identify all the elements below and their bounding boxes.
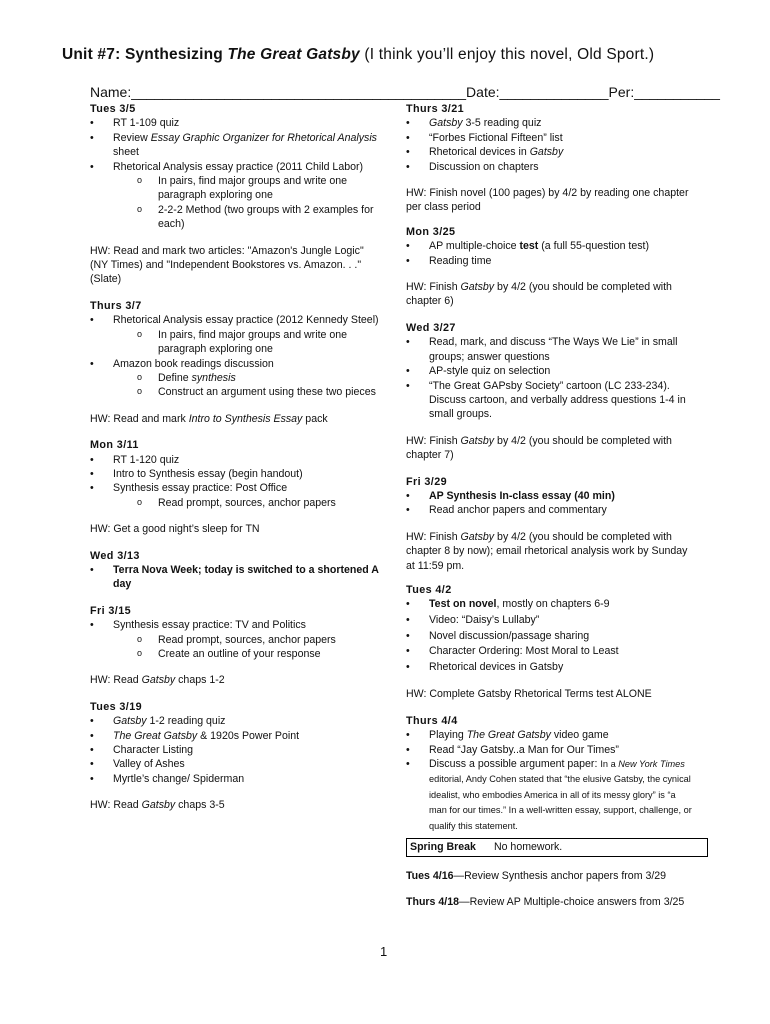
- period-field[interactable]: ___________: [634, 84, 720, 100]
- list-item: • AP-style quiz on selection: [406, 364, 696, 378]
- sub-item: o In pairs, find major groups and write one paragraph exploring one: [113, 328, 380, 357]
- item-italic: The Great Gatsby: [466, 729, 551, 742]
- spacer: [90, 661, 380, 673]
- day-heading: Wed 3/13: [90, 549, 140, 562]
- day-heading: Mon 3/11: [90, 439, 139, 452]
- day-heading: Mon 3/25: [406, 225, 456, 238]
- day-block-tues-4-16: [406, 869, 696, 883]
- day-heading: Wed 3/27: [406, 321, 456, 334]
- spacer: [406, 268, 696, 280]
- spacer: [406, 215, 696, 225]
- homework: [90, 798, 380, 812]
- list-item: • Reading time: [406, 254, 696, 268]
- day-heading: Fri 3/15: [90, 604, 132, 617]
- list-item: • Myrtle’s change/ Spiderman: [90, 772, 380, 786]
- date-field[interactable]: ______________: [499, 84, 609, 100]
- spring-break-label: Spring Break: [410, 841, 476, 854]
- hw-text: pack: [302, 412, 328, 425]
- sub-item: [113, 371, 380, 385]
- day-block-mon-3-25: [406, 225, 696, 309]
- day-heading: Fri 3/29: [406, 475, 448, 488]
- homework: [406, 530, 696, 573]
- day-heading: Thurs 4/18: [406, 896, 459, 909]
- day-block-tues-3-19: [90, 700, 380, 813]
- list-item: • Read “Jay Gatsby..a Man for Our Times”: [406, 743, 696, 757]
- left-column: [90, 102, 380, 813]
- item-text: video game: [550, 729, 609, 742]
- day-heading: Thurs 3/7: [90, 299, 142, 312]
- period-label: Per:: [608, 84, 635, 100]
- homework: [90, 673, 380, 687]
- item-text: Playing: [429, 729, 467, 742]
- item-italic: Essay Graphic Organizer for Rhetorical Analysis: [150, 131, 377, 144]
- list-item: [90, 357, 380, 400]
- homework: HW: Finish novel (100 pages) by 4/2 by reading one chapter per class period: [406, 187, 689, 214]
- hw-text: HW: Read and mark: [90, 412, 189, 425]
- hw-italic: Gatsby: [460, 530, 495, 543]
- item-text: —Review Synthesis anchor papers from 3/29: [453, 869, 667, 882]
- day-heading: Tues 4/16: [406, 869, 454, 882]
- homework: [406, 434, 696, 463]
- item-bold: AP Synthesis In-class essay (40 min): [429, 489, 615, 502]
- hw-italic: Intro to Synthesis Essay: [188, 412, 303, 425]
- day-block-fri-3-29: [406, 475, 696, 573]
- name-date-period-line: [90, 84, 720, 100]
- list-item: [90, 481, 380, 510]
- sub-item: o Construct an argument using these two pieces: [113, 385, 380, 399]
- list-item: • “The Great GAPsby Society” cartoon (LC 233-234). Discuss cartoon, and verbally address questions 1-4 in small groups.: [406, 379, 696, 422]
- spacer: [406, 675, 696, 687]
- list-item: • Video: “Daisy’s Lullaby”: [406, 613, 696, 629]
- spacer: [406, 857, 696, 869]
- list-item: • Novel discussion/passage sharing: [406, 629, 696, 645]
- spacer: [406, 174, 696, 186]
- spacer: [90, 688, 380, 700]
- hw-italic: Gatsby: [460, 434, 495, 447]
- hw-text: chaps 3-5: [175, 799, 225, 812]
- item-text: editorial, Andy Cohen stated that “the elusive Gatsby, the cynical idealist, who embodies America in all of its messy glory” is “a man for our times.” In a well-written essay, support, challenge, or qualify this statement.: [429, 774, 692, 831]
- title-book: The Great Gatsby: [227, 46, 360, 63]
- item-italic: The Great Gatsby: [113, 729, 198, 742]
- item-text: 3-5 reading quiz: [462, 117, 542, 130]
- list-item: [406, 239, 696, 253]
- homework: [90, 412, 380, 426]
- hw-text: HW: Finish: [406, 281, 461, 294]
- day-heading: Tues 4/2: [406, 583, 452, 596]
- sub-item: o Read prompt, sources, anchor papers: [113, 496, 380, 510]
- list-item: [90, 729, 380, 743]
- page-title: [62, 46, 654, 64]
- title-suffix: (I think you’ll enjoy this novel, Old Sport.): [359, 46, 655, 63]
- spacer: [90, 510, 380, 522]
- item-text: Rhetorical Analysis essay practice (2011 Child Labor): [113, 160, 364, 173]
- day-block-tues-4-2: [406, 583, 696, 702]
- hw-text: chaps 1-2: [175, 674, 225, 687]
- item-text: Review: [113, 131, 151, 144]
- list-item: • Discussion on chapters: [406, 160, 696, 174]
- day-block-mon-3-11: [90, 438, 380, 536]
- item-text: RT 1-109 quiz: [113, 117, 180, 130]
- day-block-wed-3-13: [90, 549, 380, 592]
- item-text: Define: [158, 371, 192, 384]
- day-block-tues-3-5: [90, 102, 380, 287]
- list-item: [90, 714, 380, 728]
- list-item: [406, 728, 696, 742]
- item-text: (a full 55-question test): [538, 240, 650, 253]
- hw-text: by 4/2 (you should be completed with chapter 6): [406, 281, 672, 308]
- spacer: [90, 232, 380, 244]
- spacer: [406, 702, 696, 714]
- item-text: Amazon book readings discussion: [113, 357, 274, 370]
- item-text: In a: [600, 758, 619, 769]
- name-label: Name:: [90, 84, 132, 100]
- hw-text: by 4/2 (you should be completed with chapter 7): [406, 434, 672, 462]
- list-item: [90, 618, 380, 661]
- spacer: [90, 287, 380, 299]
- item-text: Synthesis essay practice: TV and Politics: [113, 619, 306, 632]
- list-item: [406, 597, 696, 613]
- list-item: [406, 757, 696, 835]
- list-item: • Valley of Ashes: [90, 757, 380, 771]
- day-block-thurs-3-21: [406, 102, 696, 215]
- item-text: & 1920s Power Point: [197, 729, 300, 742]
- item-bold: test: [519, 240, 539, 253]
- list-item: [90, 563, 380, 592]
- list-item: • RT 1-120 quiz: [90, 453, 380, 467]
- list-item: [406, 145, 696, 159]
- list-item: [90, 116, 380, 130]
- hw-italic: Gatsby: [141, 799, 176, 812]
- list-item: • Character Ordering: Most Moral to Least: [406, 644, 696, 660]
- hw-text: HW: Finish: [406, 530, 461, 543]
- item-text: , mostly on chapters 6-9: [496, 598, 610, 611]
- day-heading: Thurs 3/21: [406, 103, 465, 115]
- day-block-thurs-3-7: [90, 299, 380, 426]
- spacer: [90, 537, 380, 549]
- item-text: 1-2 reading quiz: [146, 715, 226, 728]
- hw-italic: Gatsby: [141, 674, 176, 687]
- list-item: • “Forbes Fictional Fifteen” list: [406, 131, 696, 145]
- hw-text: HW: Finish: [406, 434, 461, 447]
- item-text: AP multiple-choice: [429, 240, 520, 253]
- item-text: Synthesis essay practice: Post Office: [113, 482, 288, 495]
- list-item: • Read, mark, and discuss “The Ways We Lie” in small groups; answer questions: [406, 335, 696, 364]
- item-text: Rhetorical devices in: [429, 146, 530, 159]
- hw-text: HW: Read: [90, 799, 142, 812]
- item-text: —Review AP Multiple-choice answers from 3/25: [459, 896, 685, 909]
- day-heading: Tues 3/19: [90, 700, 143, 713]
- homework: HW: Read and mark two articles: "Amazon's Jungle Logic" (NY Times) and "Independent Bookstores vs. Amazon. . ." (Slate): [90, 244, 364, 286]
- day-heading: Tues 3/5: [90, 103, 136, 115]
- spacer: [406, 463, 696, 475]
- item-bold: Test on novel: [429, 598, 497, 611]
- day-block-thurs-4-4: [406, 714, 696, 835]
- date-label: Date:: [466, 84, 500, 100]
- spacer: [406, 422, 696, 434]
- list-item: • Character Listing: [90, 743, 380, 757]
- item-italic: Gatsby: [113, 715, 147, 728]
- day-heading: Thurs 4/4: [406, 714, 458, 727]
- spacer: [406, 883, 696, 895]
- list-item: [406, 489, 696, 503]
- spacer: [90, 592, 380, 604]
- list-item: [90, 160, 380, 232]
- list-item: [90, 313, 380, 356]
- item-text: Rhetorical Analysis essay practice (2012 Kennedy Steel): [113, 314, 379, 327]
- spring-break-box: [406, 838, 708, 856]
- list-item: • Intro to Synthesis essay (begin handout): [90, 467, 380, 481]
- spacer: [406, 573, 696, 583]
- sub-item: o Create an outline of your response: [113, 647, 380, 661]
- list-item: • Read anchor papers and commentary: [406, 503, 696, 517]
- item-text: sheet: [113, 146, 139, 159]
- item-text: Discuss a possible argument paper:: [429, 757, 601, 770]
- right-column: [406, 102, 696, 910]
- day-block-thurs-4-18: [406, 895, 696, 909]
- day-block-wed-3-27: [406, 321, 696, 463]
- spacer: [406, 309, 696, 321]
- list-item: [90, 131, 380, 160]
- hw-italic: Gatsby: [460, 281, 495, 294]
- list-item: [406, 116, 696, 130]
- spring-break-text: No homework.: [493, 841, 563, 854]
- item-italic: New York Times: [618, 758, 685, 769]
- hw-text: by 4/2 (you should be completed with chapter 8 by now); email rhetorical analysis work by Sunday at 11:59 pm.: [406, 530, 688, 572]
- page-number: 1: [380, 944, 388, 959]
- item-bold: Terra Nova Week; today is switched to a shortened A day: [113, 563, 379, 591]
- spacer: [90, 400, 380, 412]
- sub-item: o In pairs, find major groups and write one paragraph exploring one: [113, 174, 380, 203]
- homework: HW: Complete Gatsby Rhetorical Terms test ALONE: [406, 688, 652, 701]
- item-italic: Gatsby: [529, 146, 564, 159]
- item-italic: Gatsby: [429, 117, 463, 130]
- name-field[interactable]: ___________________________________________: [131, 84, 467, 100]
- spacer: [90, 426, 380, 438]
- list-item: • Rhetorical devices in Gatsby: [406, 660, 696, 676]
- spacer: [90, 786, 380, 798]
- homework: [406, 280, 696, 309]
- item-italic: synthesis: [191, 371, 236, 384]
- sub-item: o Read prompt, sources, anchor papers: [113, 633, 380, 647]
- spacer: [406, 518, 696, 530]
- sub-item: o 2-2-2 Method (two groups with 2 examples for each): [113, 203, 380, 232]
- day-block-fri-3-15: [90, 604, 380, 688]
- hw-text: HW: Read: [90, 674, 142, 687]
- homework: HW: Get a good night’s sleep for TN: [90, 523, 260, 536]
- title-prefix: Unit #7: Synthesizing: [62, 46, 228, 63]
